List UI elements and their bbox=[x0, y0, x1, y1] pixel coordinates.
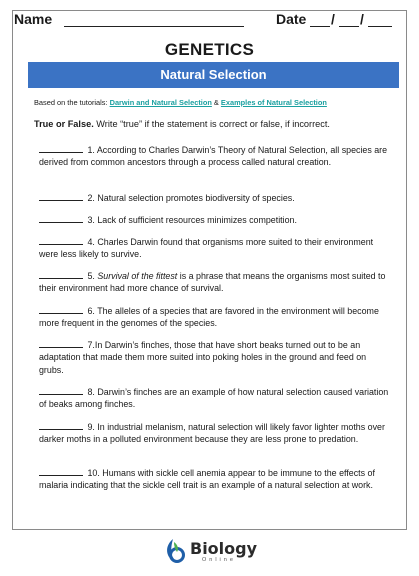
question-number: 7. bbox=[87, 340, 95, 350]
section-banner: Natural Selection bbox=[28, 62, 399, 88]
answer-blank[interactable] bbox=[39, 339, 83, 348]
question-text: Charles Darwin found that organisms more suited to their environment were less likely to survive. bbox=[39, 237, 374, 260]
examples-natural-selection-link[interactable]: Examples of Natural Selection bbox=[220, 98, 327, 107]
tutorials-line bbox=[34, 98, 394, 107]
question-item bbox=[39, 144, 391, 169]
question-italic-phrase: Survival of the fittest bbox=[97, 271, 178, 281]
date-label: Date bbox=[276, 11, 307, 27]
question-text: In industrial melanism, natural selection will likely favor lighter moths over darker moths in a polluted environment because they are less prone to predation. bbox=[39, 422, 385, 445]
answer-blank[interactable] bbox=[39, 236, 83, 245]
biology-online-leaf-logo-icon bbox=[164, 538, 186, 564]
question-item bbox=[39, 421, 391, 446]
name-date-row bbox=[14, 11, 392, 31]
question-number: 10. bbox=[87, 468, 100, 478]
name-blank-line bbox=[64, 26, 244, 27]
tutorials-prefix: Based on the tutorials: bbox=[34, 98, 110, 107]
question-item bbox=[39, 270, 391, 295]
question-number: 6. bbox=[87, 306, 95, 316]
answer-blank[interactable] bbox=[39, 270, 83, 279]
question-text: The alleles of a species that are favored in the environment will become more frequent in the genomes of the species. bbox=[39, 306, 379, 329]
question-text: In Darwin’s finches, those that have short beaks turned out to be an adaptation that made them more suited into poking holes in the ground and feed on grubs. bbox=[39, 340, 367, 375]
page-title: GENETICS bbox=[164, 40, 255, 59]
question-item bbox=[39, 339, 391, 376]
question-item bbox=[39, 192, 391, 204]
answer-blank[interactable] bbox=[39, 214, 83, 223]
date-year-blank bbox=[368, 26, 392, 27]
question-item bbox=[39, 214, 391, 226]
instructions-text: Write “true” if the statement is correct or false, if incorrect. bbox=[93, 119, 330, 129]
answer-blank[interactable] bbox=[39, 386, 83, 395]
answer-blank[interactable] bbox=[39, 305, 83, 314]
question-text: Humans with sickle cell anemia appear to be immune to the effects of malaria indicating that the sickle cell trait is an example of a natural selection at work. bbox=[39, 468, 375, 491]
date-slash: / bbox=[360, 11, 364, 27]
answer-blank[interactable] bbox=[39, 192, 83, 201]
date-slash: / bbox=[331, 11, 335, 27]
question-item bbox=[39, 386, 391, 411]
biology-online-logo bbox=[164, 538, 264, 564]
date-day-blank bbox=[310, 26, 330, 27]
question-text: Lack of sufficient resources minimizes competition. bbox=[97, 215, 297, 225]
question-number: 5. bbox=[87, 271, 95, 281]
answer-blank[interactable] bbox=[39, 144, 83, 153]
question-item bbox=[39, 236, 391, 261]
question-number: 9. bbox=[87, 422, 95, 432]
instructions-heading: True or False. bbox=[34, 119, 94, 129]
question-text: Natural selection promotes biodiversity of species. bbox=[97, 193, 295, 203]
question-item bbox=[39, 305, 391, 330]
darwin-natural-selection-link[interactable]: Darwin and Natural Selection bbox=[109, 98, 212, 107]
answer-blank[interactable] bbox=[39, 467, 83, 476]
question-number: 8. bbox=[87, 387, 95, 397]
question-text: According to Charles Darwin’s Theory of Natural Selection, all species are derived from common ancestors through a process called natural creation. bbox=[39, 145, 388, 168]
logo-name: Biology bbox=[190, 539, 258, 558]
date-month-blank bbox=[339, 26, 359, 27]
question-number: 3. bbox=[87, 215, 95, 225]
question-number: 4. bbox=[87, 237, 95, 247]
question-text: is a phrase that means the organisms most suited to their environment had more chance of survival. bbox=[39, 271, 386, 294]
tutorials-joiner: & bbox=[211, 98, 221, 107]
name-label: Name bbox=[14, 11, 53, 27]
question-text: Darwin’s finches are an example of how natural selection caused variation of beaks among finches. bbox=[39, 387, 389, 410]
question-number: 1. bbox=[87, 145, 95, 155]
answer-blank[interactable] bbox=[39, 421, 83, 430]
logo-subtitle: Online bbox=[202, 557, 236, 563]
question-item bbox=[39, 467, 391, 492]
instructions bbox=[34, 119, 394, 129]
question-number: 2. bbox=[87, 193, 95, 203]
